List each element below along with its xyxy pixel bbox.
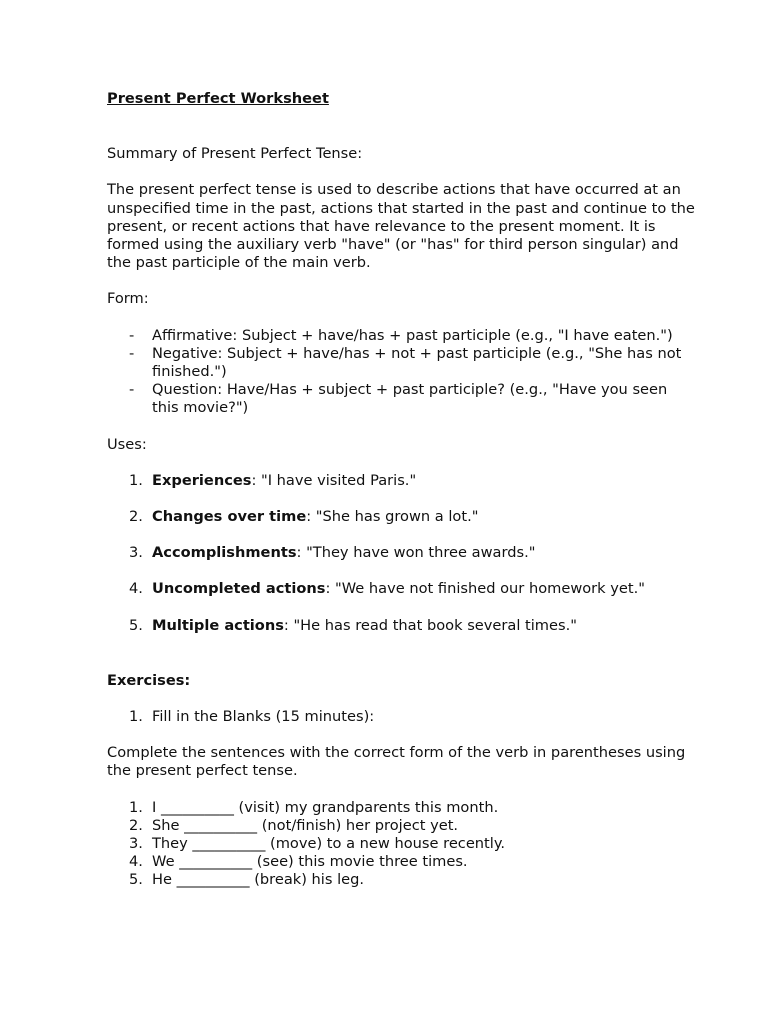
- use-example: : "I have visited Paris.": [251, 471, 417, 489]
- list-item: [107, 345, 697, 381]
- list-item: [107, 835, 697, 853]
- blank-sentence: They __________ (move) to a new house recently.: [152, 835, 506, 853]
- list-item: [107, 544, 697, 562]
- blank-sentence: He __________ (break) his leg.: [152, 871, 365, 889]
- fill-blank-list: [107, 799, 697, 890]
- form-item-question: Question: Have/Has + subject + past participle? (e.g., "Have you seen this movie?"): [152, 381, 668, 417]
- dash-marker: -: [129, 381, 135, 399]
- list-item: [107, 799, 697, 817]
- number-marker: 3.: [129, 835, 143, 853]
- number-marker: 5.: [129, 616, 143, 634]
- list-item: [107, 871, 697, 889]
- form-list: [107, 327, 697, 418]
- use-term: Accomplishments: [152, 544, 297, 562]
- list-item: [107, 508, 697, 526]
- number-marker: 5.: [129, 871, 143, 889]
- exercise-title: Fill in the Blanks (15 minutes):: [152, 708, 375, 726]
- blank-sentence: I __________ (visit) my grandparents this month.: [152, 798, 499, 816]
- form-item-negative: Negative: Subject + have/has + not + past participle (e.g., "She has not finished."): [152, 344, 682, 381]
- exercise-list: [107, 708, 697, 726]
- number-marker: 1.: [129, 471, 143, 489]
- list-item: [107, 817, 697, 835]
- number-marker: 4.: [129, 580, 143, 598]
- dash-marker: -: [129, 344, 135, 362]
- list-item: [107, 617, 697, 635]
- summary-paragraph: The present perfect tense is used to describe actions that have occurred at an unspecified time in the past, actions that started in the past and continue to the present, or recent actions that have relevance to the present moment. It is formed using the auxiliary verb "have" (or "has" for third person singular) and the past participle of the main verb.: [107, 181, 695, 272]
- list-item: [107, 472, 697, 490]
- number-marker: 1.: [129, 708, 143, 726]
- summary-heading: Summary of Present Perfect Tense:: [107, 145, 363, 163]
- number-marker: 2.: [129, 816, 143, 834]
- use-term: Experiences: [152, 471, 252, 489]
- exercises-heading: Exercises:: [107, 671, 191, 689]
- number-marker: 2.: [129, 508, 143, 526]
- page-title: Present Perfect Worksheet: [107, 90, 329, 107]
- number-marker: 3.: [129, 544, 143, 562]
- form-item-affirmative: Affirmative: Subject + have/has + past participle (e.g., "I have eaten."): [152, 326, 673, 344]
- list-item: [107, 580, 697, 598]
- number-marker: 4.: [129, 853, 143, 871]
- dash-marker: -: [129, 326, 135, 344]
- list-item: [107, 708, 697, 726]
- list-item: [107, 327, 697, 345]
- uses-list: [107, 472, 697, 635]
- use-example: : "He has read that book several times.": [283, 616, 577, 634]
- number-marker: 1.: [129, 798, 143, 816]
- list-item: [107, 381, 697, 417]
- uses-heading: Uses:: [107, 435, 147, 453]
- form-heading: Form:: [107, 290, 149, 308]
- exercise-instructions: Complete the sentences with the correct form of the verb in parentheses using the present perfect tense.: [107, 744, 686, 780]
- use-example: : "We have not finished our homework yet.": [325, 580, 645, 598]
- list-item: [107, 853, 697, 871]
- use-example: : "They have won three awards.": [296, 544, 536, 562]
- blank-sentence: She __________ (not/finish) her project yet.: [152, 816, 459, 834]
- blank-sentence: We __________ (see) this movie three times.: [152, 853, 468, 871]
- use-example: : "She has grown a lot.": [306, 508, 479, 526]
- use-term: Multiple actions: [152, 616, 284, 634]
- use-term: Changes over time: [152, 508, 307, 526]
- use-term: Uncompleted actions: [152, 580, 326, 598]
- worksheet-page: [107, 90, 697, 908]
